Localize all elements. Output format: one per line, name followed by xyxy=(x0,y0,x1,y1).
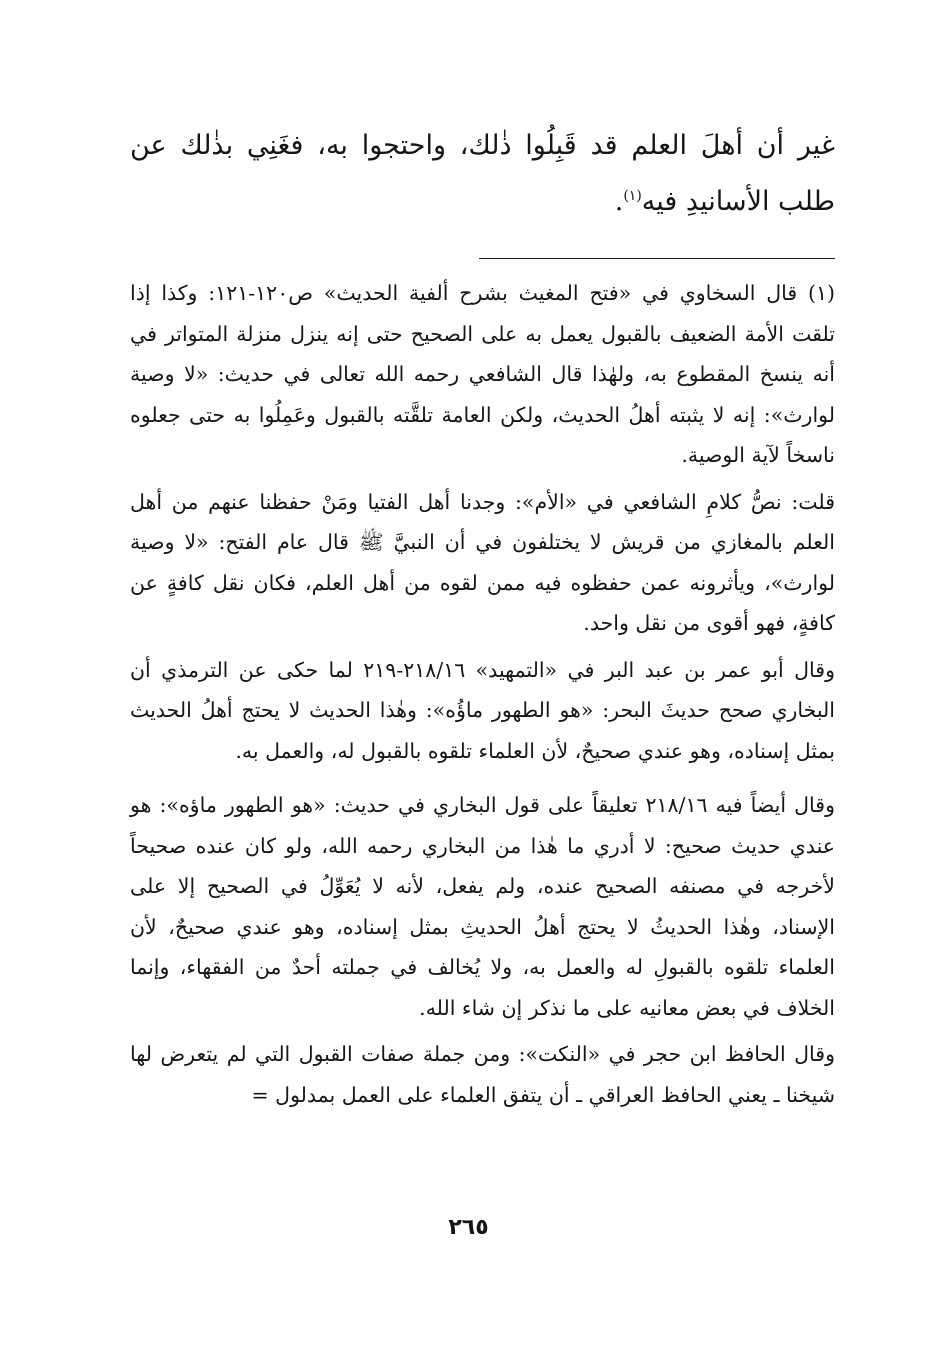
footnote-paragraph-5: وقال الحافظ ابن حجر في «النكت»: ومن جملة صفات القبول التي لم يتعرض لها شيخنا ـ يعني الحافظ العراقي ـ أن يتفق العلماء على العمل بمدلول = xyxy=(130,1042,835,1107)
footnotes xyxy=(130,273,835,1115)
page-body xyxy=(130,118,835,1121)
footnote-paragraph-1: (١) قال السخاوي في «فتح المغيث بشرح ألفية الحديث» ص١٢٠-١٢١: وكذا إذا تلقت الأمة الضعيف بالقبول يعمل به على الصحيح حتى إنه ينزل منزلة المتواتر في أنه ينسخ المقطوع به، ولهٰذا قال الشافعي رحمه الله تعالى في حديث: «لا وصية لوارث»: إنه لا يثبته أهلُ الحديث، ولكن العامة تلقَّته بالقبول وعَمِلُوا به حتى جعلوه ناسخاً لآية الوصية. xyxy=(130,281,835,467)
footnote-reference[interactable]: (١) xyxy=(623,188,642,204)
main-text: غير أن أهلَ العلم قد قَبِلُوا ذٰلك، واحتجوا به، فغَنِي بذٰلك عن طلب الأسانيدِ فيه$^{(١)}$. xyxy=(130,130,835,217)
main-text-body: غير أن أهلَ العلم قد قَبِلُوا ذٰلك، واحتجوا به، فغَنِي بذٰلك عن طلب الأسانيدِ فيه xyxy=(130,130,835,217)
footnote-separator xyxy=(479,258,835,259)
footnote-paragraph-3: وقال أبو عمر بن عبد البر في «التمهيد» ٢١٨/١٦-٢١٩ لما حكى عن الترمذي أن البخاري صحح حديثَ البحر: «هو الطهور ماؤُه»: وهٰذا الحديث لا يحتج أهلُ الحديث بمثل إسناده، وهو عندي صحيحٌ، لأن العلماء تلقوه بالقبول له، والعمل به. xyxy=(130,657,835,763)
page-number: ٢٦٥ xyxy=(448,1215,489,1240)
footnote-paragraph-2: قلت: نصُّ كلامِ الشافعي في «الأم»: وجدنا أهل الفتيا ومَنْ حفظنا عنهم من أهل العلم بالمغازي من قريش لا يختلفون في أن النبيَّ ﷺ قال عام الفتح: «لا وصية لوارث»، ويأثرونه عمن حفظوه فيه ممن لقوه من أهل العلم، فكان نقل كافةٍ عن كافةٍ، فهو أقوى من نقل واحد. xyxy=(130,489,835,635)
footnote-paragraph-4: وقال أيضاً فيه ٢١٨/١٦ تعليقاً على قول البخاري في حديث: «هو الطهور ماؤه»: هو عندي حديث صحيح: لا أدري ما هٰذا من البخاري رحمه الله، ولو كان عنده صحيحاً لأخرجه في مصنفه الصحيح عنده، ولم يفعل، لأنه لا يُعَوِّلُ في الصحيح إلا على الإسناد، وهٰذا الحديثُ لا يحتج أهلُ الحديثِ بمثل إسناده، وهو عندي صحيحٌ، لأن العلماء تلقوه بالقبولِ له والعمل به، ولا يُخالف في جملته أحدٌ من الفقهاء، وإنما الخلاف في بعض معانيه على ما نذكر إن شاء الله. xyxy=(130,793,835,1020)
